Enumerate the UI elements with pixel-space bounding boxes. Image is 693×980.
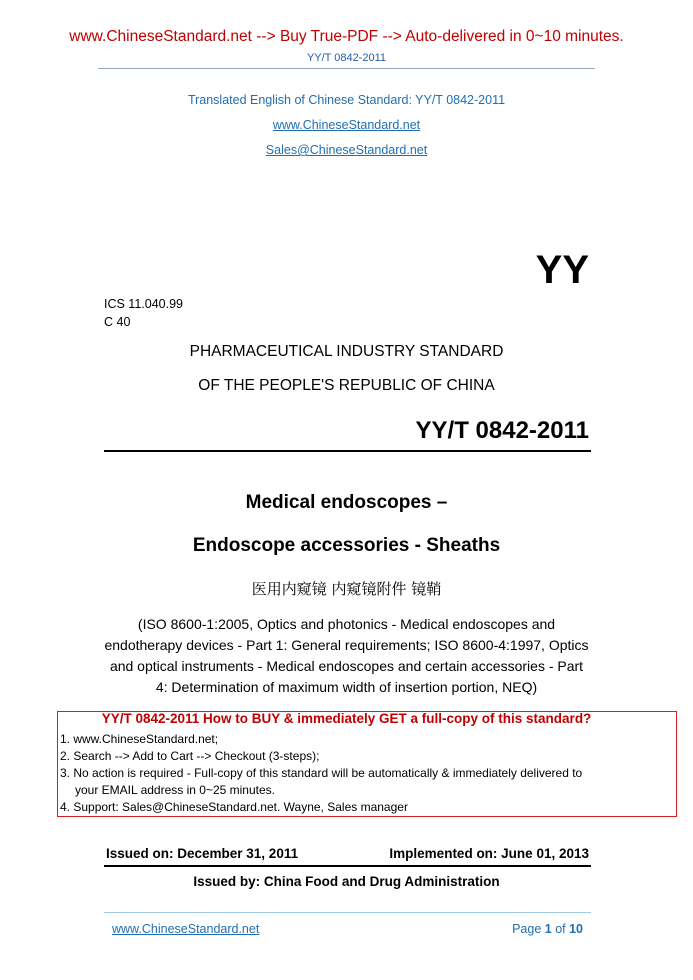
issued-on: Issued on: December 31, 2011 [106,846,299,861]
sales-email-link[interactable]: Sales@ChineseStandard.net [265,143,428,157]
site-link[interactable]: www.ChineseStandard.net [272,118,421,132]
iso-reference-line: endotherapy devices - Part 1: General requirements; ISO 8600-4:1997, Optics [104,637,589,653]
buy-box-heading: YY/T 0842-2011 How to BUY & immediately GET a full-copy of this standard? [101,711,592,726]
buy-steps-list [60,731,674,816]
iso-reference-line: 4: Determination of maximum width of insertion portion, NEQ) [155,679,538,695]
buy-step: 2. Search --> Add to Cart --> Checkout (3-steps); [60,749,320,763]
translation-note: Translated English of Chinese Standard: YY/T 0842-2011 [187,93,506,107]
issue-divider [104,865,591,867]
iso-reference-line: (ISO 8600-1:2005, Optics and photonics - Medical endoscopes and [137,616,556,632]
header-standard-code: YY/T 0842-2011 [306,52,387,64]
header-divider [98,68,595,69]
page-indicator [512,922,583,936]
title-line2: Endoscope accessories - Sheaths [192,535,501,556]
page-total: 10 [569,922,583,936]
buy-step: 3. No action is required - Full-copy of this standard will be automatically & immediately delivered to [60,766,583,780]
title-line1: Medical endoscopes – [245,492,448,513]
page-of: of [551,922,570,936]
footer-divider [104,912,591,913]
iso-reference-line: and optical instruments - Medical endoscopes and certain accessories - Part [109,658,584,674]
standard-code: YY/T 0842-2011 [415,417,589,444]
top-banner[interactable]: www.ChineseStandard.net --> Buy True-PDF --> Auto-delivered in 0~10 minutes. [69,28,624,45]
buy-step-continuation: your EMAIL address in 0~25 minutes. [75,783,275,797]
standard-type-line1: PHARMACEUTICAL INDUSTRY STANDARD [189,343,504,360]
footer-site-link[interactable]: www.ChineseStandard.net [112,922,260,936]
standard-type-line2: OF THE PEOPLE'S REPUBLIC OF CHINA [198,377,495,394]
title-divider [104,450,591,452]
issued-by: Issued by: China Food and Drug Administration [193,874,500,889]
buy-step[interactable]: 1. www.ChineseStandard.net; [60,732,219,746]
ccs-number: C 40 [104,315,131,329]
iso-reference [100,614,593,698]
page-prefix: Page [512,922,545,936]
implemented-on: Implemented on: June 01, 2013 [389,846,589,861]
yy-mark: YY [535,248,589,292]
buy-step: 4. Support: Sales@ChineseStandard.net. Wayne, Sales manager [60,800,408,814]
page-current: 1 [544,922,552,936]
ics-number: ICS 11.040.99 [104,297,183,311]
title-chinese: 医用内窥镜 内窥镜附件 镜鞘 [251,580,442,598]
